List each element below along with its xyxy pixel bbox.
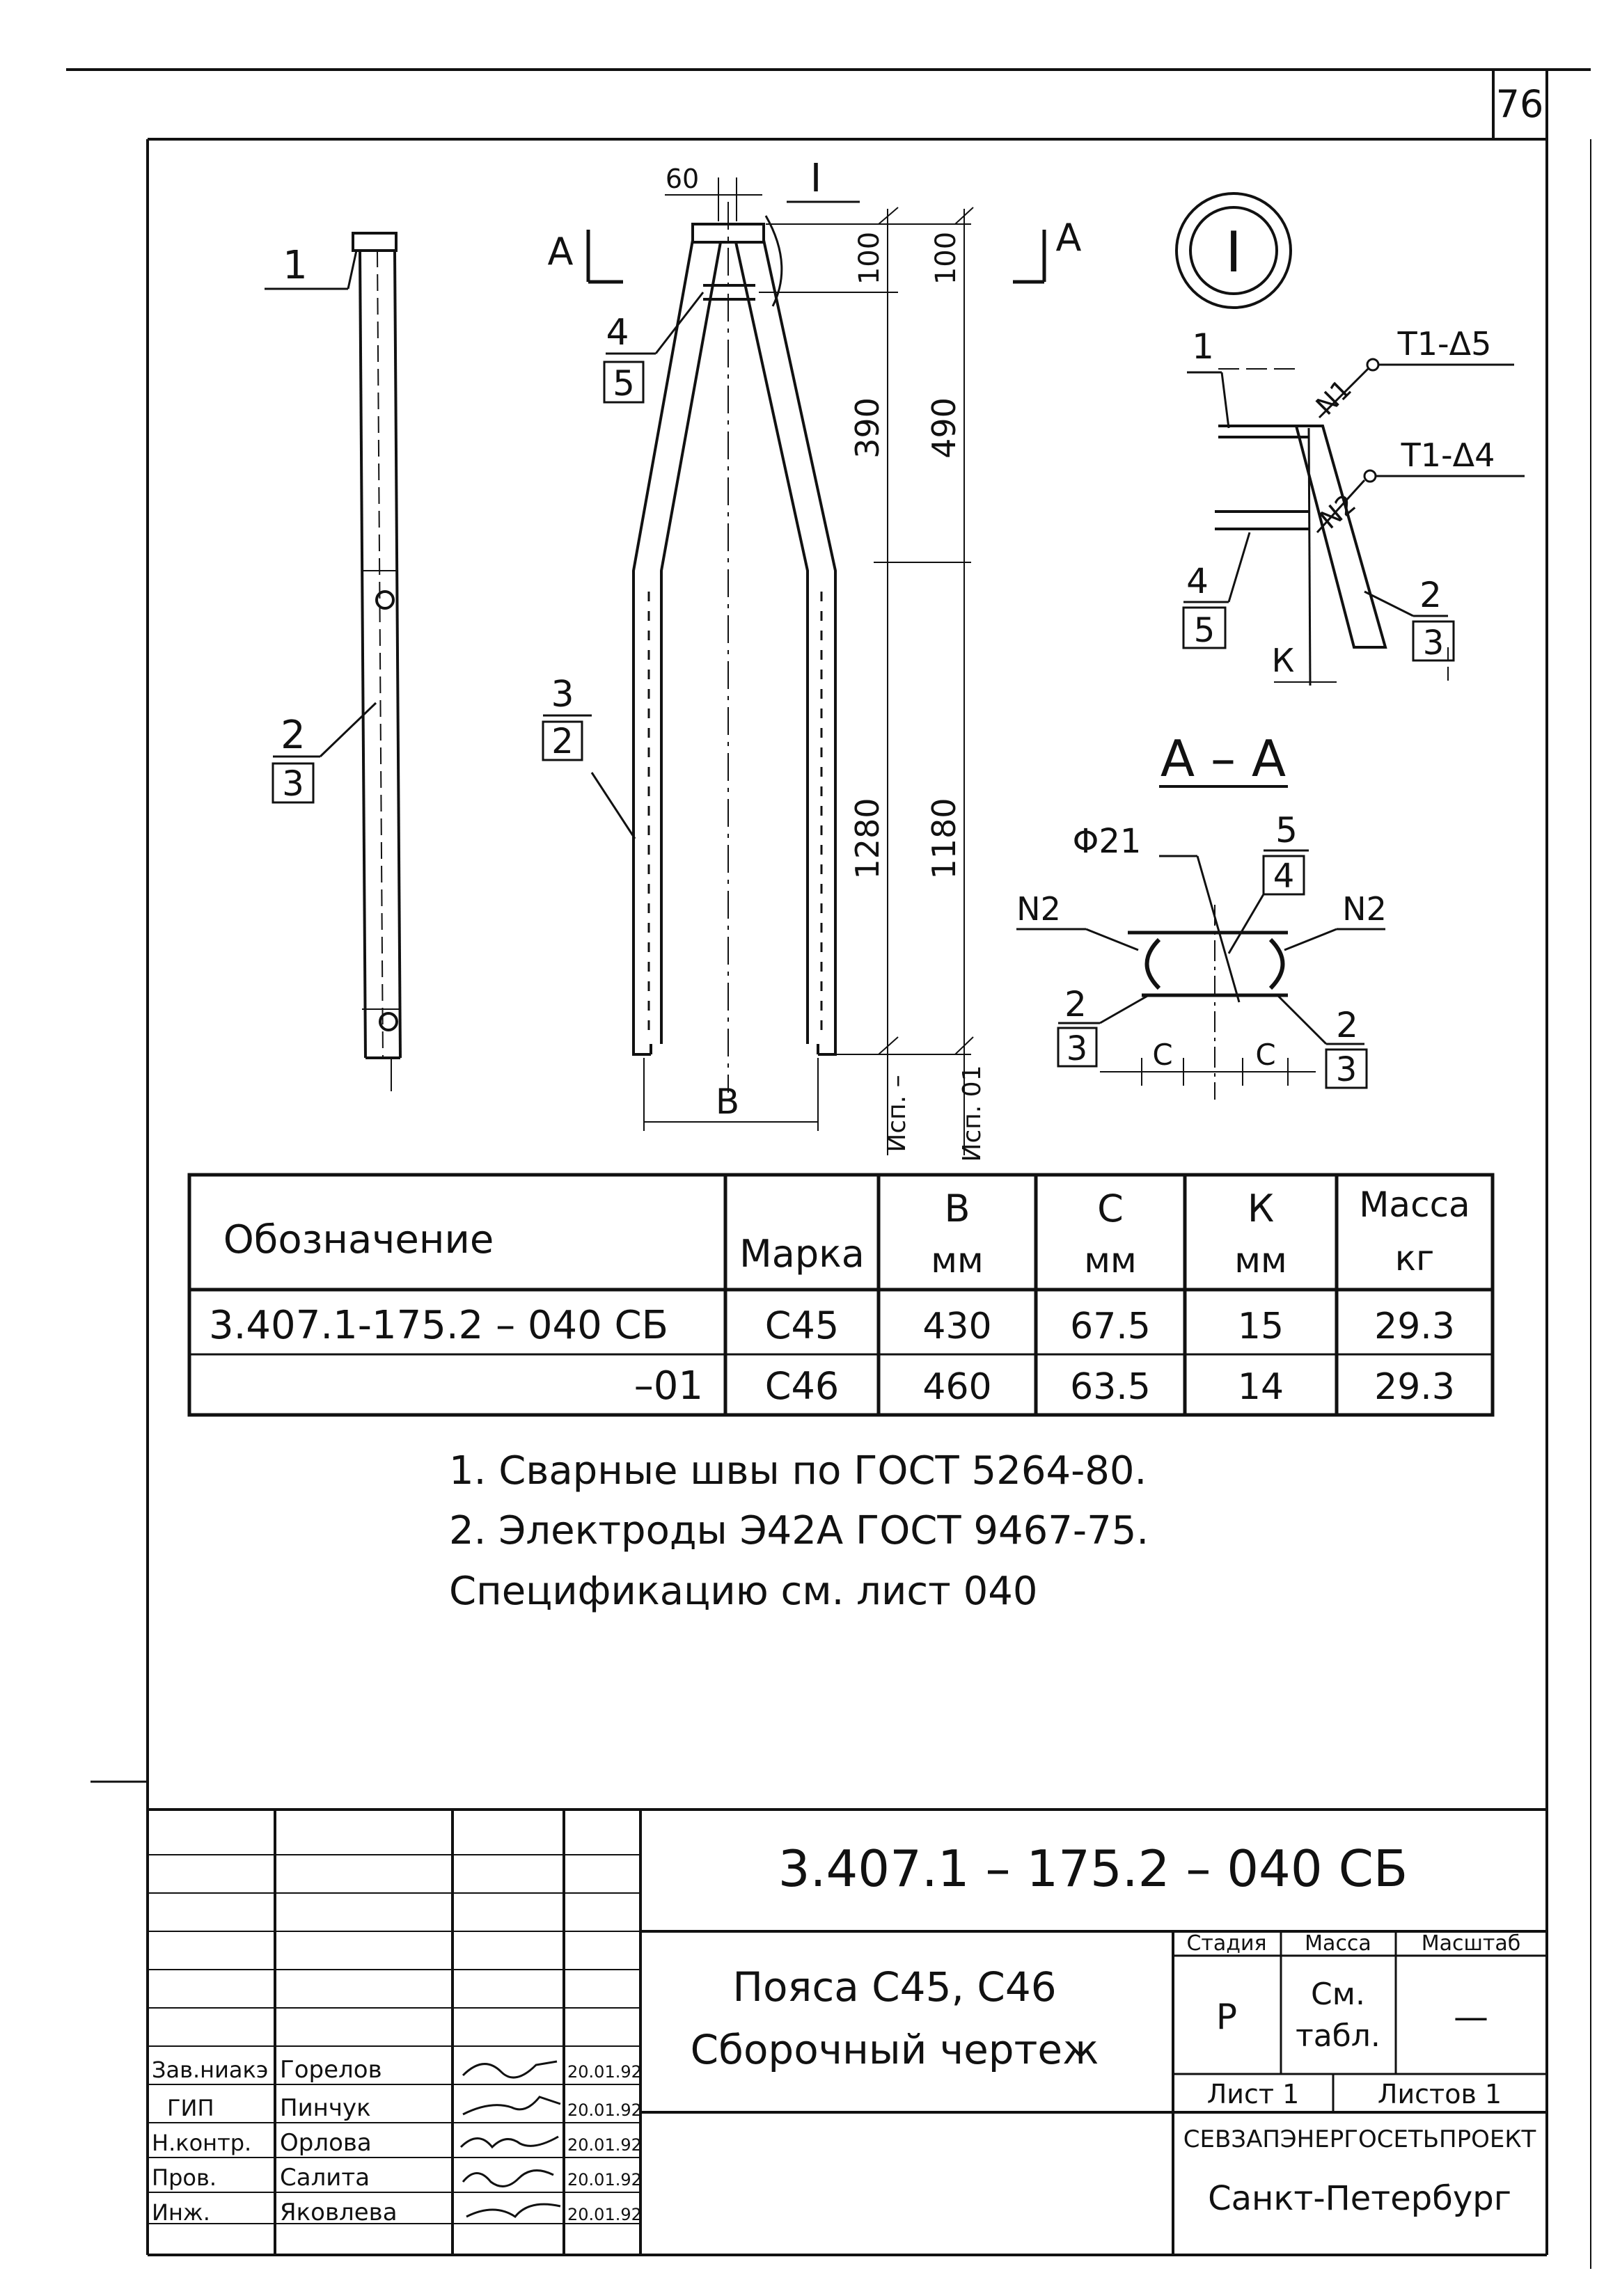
- signer-role: Пров.: [152, 2164, 217, 2191]
- title-mass-value-1: См.: [1311, 1977, 1365, 2012]
- dim-100-b: 100: [930, 231, 962, 285]
- table-header-b-unit: мм: [931, 1240, 984, 1281]
- signer-signature: [466, 2204, 560, 2217]
- detail-box-5: 5: [1193, 611, 1215, 650]
- signer-signature: [461, 2137, 558, 2147]
- table-header-c-unit: мм: [1084, 1240, 1137, 1281]
- title-sheets: Листов 1: [1377, 2079, 1502, 2109]
- label-pos-1: 1: [283, 243, 308, 288]
- table-row-1-c: 67.5: [1070, 1306, 1151, 1347]
- section-n2-left: N2: [1016, 890, 1061, 928]
- signer-date: 20.01.92: [567, 2062, 642, 2082]
- label-box-5: 5: [613, 363, 635, 404]
- label-pos-4: 4: [606, 312, 629, 354]
- signer-row-4: [152, 2164, 642, 2192]
- title-mass-value-2: табл.: [1296, 2018, 1380, 2054]
- title-sheet: Лист 1: [1206, 2079, 1300, 2109]
- table-header-designation: Обозначение: [223, 1217, 494, 1262]
- section-mark-a-left: А: [547, 230, 574, 274]
- dim-100-a: 100: [853, 231, 886, 285]
- section-dim-c-right: С: [1255, 1038, 1276, 1072]
- signer-row-3: [152, 2129, 642, 2157]
- signer-role: Инж.: [152, 2199, 210, 2226]
- signer-date: 20.01.92: [567, 2100, 642, 2120]
- table-row-2-mark: С46: [764, 1364, 840, 1408]
- section-box-3-left: 3: [1066, 1029, 1088, 1068]
- signer-row-5: [152, 2199, 642, 2226]
- table-row-1-b: 430: [922, 1306, 992, 1347]
- label-box-3: 3: [282, 763, 304, 804]
- dim-k: К: [1271, 642, 1295, 679]
- title-line-2: Сборочный чертеж: [690, 2026, 1099, 2073]
- table-header-k-unit: мм: [1234, 1240, 1287, 1281]
- section-box-4: 4: [1273, 857, 1295, 896]
- weld-t1-d4: Т1-Δ4: [1401, 436, 1495, 474]
- title-stage-label: Стадия: [1186, 1931, 1267, 1956]
- signer-row-1: [152, 2056, 642, 2084]
- label-pos-3: 3: [551, 674, 574, 715]
- section-dim-c-left: С: [1152, 1038, 1173, 1072]
- section-label-2-right: 2: [1336, 1005, 1358, 1045]
- detail-label-2: 2: [1419, 575, 1442, 615]
- title-city: Санкт-Петербург: [1208, 2179, 1511, 2218]
- variant-isp: Исп. –: [883, 1075, 911, 1153]
- table-row-1-k: 15: [1237, 1306, 1284, 1347]
- title-stage-value: Р: [1215, 1997, 1238, 2037]
- signer-name: Орлова: [280, 2129, 372, 2157]
- note-1: 1. Сварные швы по ГОСТ 5264-80.: [449, 1448, 1147, 1494]
- weld-n1: N1: [1309, 373, 1358, 421]
- dim-60: 60: [665, 164, 700, 194]
- section-aa-title: А – А: [1160, 729, 1287, 788]
- note-3: Спецификацию см. лист 040: [449, 1569, 1038, 1614]
- signer-role: ГИП: [167, 2095, 214, 2121]
- signer-row-2: [167, 2094, 642, 2122]
- signer-name: Яковлева: [280, 2199, 398, 2226]
- label-box-2: 2: [551, 721, 574, 761]
- note-2: 2. Электроды Э42А ГОСТ 9467-75.: [449, 1508, 1149, 1553]
- detail-callout-i: I: [810, 156, 822, 201]
- table-row-1-mark: С45: [764, 1304, 840, 1347]
- signer-date: 20.01.92: [567, 2205, 642, 2224]
- title-line-1: Пояса С45, С46: [732, 1963, 1057, 2011]
- signer-role: Н.контр.: [152, 2130, 252, 2156]
- detail-circle-i: I: [1225, 220, 1242, 285]
- title-mass-label: Масса: [1305, 1931, 1371, 1956]
- title-doc-code: 3.407.1 – 175.2 – 040 СБ: [778, 1839, 1408, 1898]
- dim-1280: 1280: [849, 798, 886, 880]
- table-header-c: С: [1097, 1187, 1124, 1230]
- variant-isp01: Исп. 01: [958, 1065, 986, 1162]
- section-phi21: Φ21: [1072, 822, 1142, 861]
- section-mark-a-right: А: [1055, 216, 1082, 260]
- params-table: [189, 1175, 1493, 1415]
- table-header-mark: Марка: [739, 1232, 865, 1276]
- signer-date: 20.01.92: [567, 2170, 642, 2190]
- section-n2-right: N2: [1342, 890, 1387, 928]
- title-scale-label: Масштаб: [1421, 1931, 1521, 1956]
- table-header-mass: Масса: [1359, 1185, 1470, 1225]
- detail-label-4: 4: [1186, 561, 1209, 601]
- table-row-1-designation: 3.407.1-175.2 – 040 СБ: [209, 1303, 669, 1348]
- section-label-2-left: 2: [1064, 984, 1087, 1024]
- signer-name: Салита: [280, 2164, 370, 2192]
- dim-b: В: [715, 1082, 740, 1122]
- table-header-mass-unit: кг: [1394, 1238, 1435, 1278]
- signer-date: 20.01.92: [567, 2135, 642, 2155]
- dim-490: 490: [925, 397, 963, 459]
- section-box-3-right: 3: [1335, 1050, 1358, 1089]
- table-header-k: К: [1247, 1187, 1275, 1230]
- section-label-5: 5: [1275, 810, 1298, 850]
- table-row-2-k: 14: [1237, 1366, 1284, 1408]
- signer-signature: [463, 2061, 557, 2077]
- signer-signature: [463, 2097, 560, 2114]
- dim-390: 390: [849, 397, 886, 459]
- label-pos-2: 2: [281, 713, 306, 758]
- table-row-2-c: 63.5: [1070, 1366, 1151, 1408]
- table-row-2-designation: –01: [634, 1363, 703, 1409]
- weld-n2: N2: [1314, 488, 1362, 535]
- page-number: 76: [1495, 82, 1544, 126]
- table-header-b: В: [944, 1187, 970, 1230]
- dim-1180: 1180: [925, 798, 963, 880]
- title-scale-value: —: [1454, 1997, 1488, 2037]
- detail-box-3: 3: [1422, 624, 1445, 663]
- signer-name: Пинчук: [280, 2094, 371, 2122]
- detail-label-1: 1: [1192, 326, 1214, 367]
- weld-t1-d5: Т1-Δ5: [1397, 325, 1492, 363]
- signer-signature: [463, 2171, 553, 2187]
- table-row-1-mass: 29.3: [1374, 1306, 1455, 1347]
- table-row-2-b: 460: [922, 1366, 992, 1408]
- side-view: [265, 233, 400, 1091]
- signer-name: Горелов: [280, 2056, 382, 2084]
- signer-role: Зав.ниакэ: [152, 2057, 269, 2083]
- table-row-2-mass: 29.3: [1374, 1366, 1455, 1408]
- title-org: СЕВЗАПЭНЕРГОСЕТЬПРОЕКТ: [1183, 2125, 1536, 2153]
